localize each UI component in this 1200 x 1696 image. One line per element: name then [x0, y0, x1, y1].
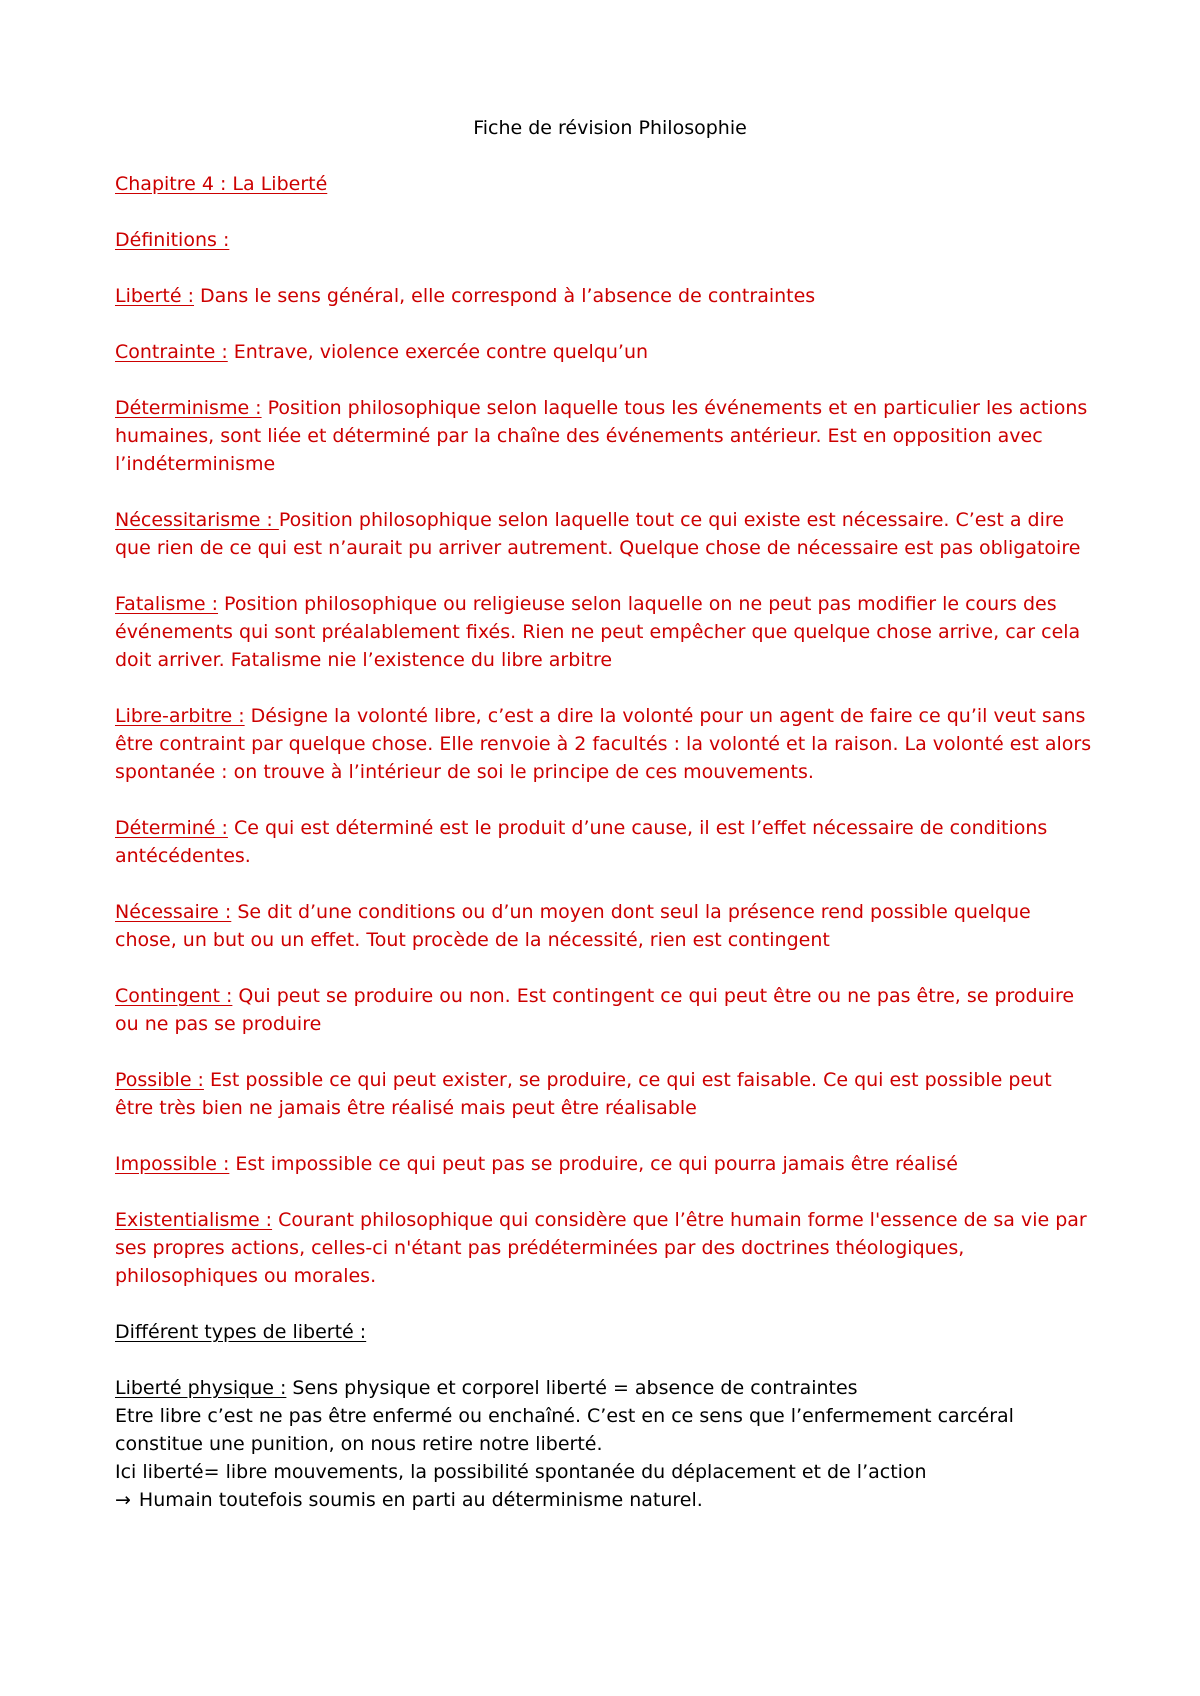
types-heading: [115, 1318, 1095, 1346]
right-arrow-icon: →: [115, 1489, 131, 1511]
definition-possible: [115, 1066, 1095, 1122]
definition-term: Existentialisme :: [115, 1209, 273, 1231]
definition-text: Est impossible ce qui peut pas se produire, ce qui pourra jamais être réalisé: [229, 1153, 958, 1175]
definition-term: Fatalisme :: [115, 593, 219, 615]
definition-term: Nécessaire :: [115, 901, 232, 923]
physical-liberty-line: Ici liberté= libre mouvements, la possibilité spontanée du déplacement et de l’action: [115, 1461, 927, 1483]
definition-libre-arbitre: [115, 702, 1095, 786]
definition-text: Se dit d’une conditions ou d’un moyen dont seul la présence rend possible quelque chose, un but ou un effet. Tout procède de la nécessité, rien est contingent: [115, 901, 1031, 951]
physical-liberty-conclusion: [115, 1486, 1095, 1514]
document-title: Fiche de révision Philosophie: [473, 117, 747, 139]
definition-term: Contrainte :: [115, 341, 228, 363]
definition-term: Liberté :: [115, 285, 195, 307]
definition-term: Impossible :: [115, 1153, 230, 1175]
definition-fatalisme: [115, 590, 1095, 674]
types-heading-text: Différent types de liberté :: [115, 1321, 367, 1343]
definition-necessaire: [115, 898, 1095, 954]
physical-liberty-line: Etre libre c’est ne pas être enfermé ou enchaîné. C’est en ce sens que l’enfermement carcéral constitue une punition, on nous retire notre liberté.: [115, 1405, 1014, 1455]
definition-contingent: [115, 982, 1095, 1038]
definition-text: Entrave, violence exercée contre quelqu’un: [227, 341, 649, 363]
definition-term: Possible :: [115, 1069, 204, 1091]
definition-text: Est possible ce qui peut exister, se produire, ce qui est faisable. Ce qui est possible peut être très bien ne jamais être réalisé mais peut être réalisable: [115, 1069, 1052, 1119]
definition-text: Courant philosophique qui considère que l’être humain forme l'essence de sa vie par ses propres actions, celles-ci n'étant pas prédéterminées par des doctrines théologiques, philosophiques ou morales.: [115, 1209, 1087, 1287]
definition-determinisme: [115, 394, 1095, 478]
definition-text: Position philosophique selon laquelle tout ce qui existe est nécessaire. C’est a dire que rien de ce qui est n’aurait pu arriver autrement. Quelque chose de nécessaire est pas obligatoire: [115, 509, 1081, 559]
definition-impossible: [115, 1150, 1095, 1178]
definition-existentialisme: [115, 1206, 1095, 1290]
physical-liberty-section: [115, 1374, 1095, 1514]
definition-term: Contingent :: [115, 985, 233, 1007]
physical-liberty-term: Liberté physique :: [115, 1377, 287, 1399]
physical-liberty-intro: [115, 1374, 1095, 1402]
definition-term: Déterminé :: [115, 817, 228, 839]
definition-term: Nécessitarisme :: [115, 509, 279, 531]
definition-term: Libre-arbitre :: [115, 705, 245, 727]
chapter-heading: Chapitre 4 : La Liberté: [115, 173, 328, 195]
definition-text: Désigne la volonté libre, c’est a dire la volonté pour un agent de faire ce qu’il veut sans être contraint par quelque chose. Elle renvoie à 2 facultés : la volonté et la raison. La volonté est alors spontanée : on trouve à l’intérieur de soi le principe de ces mouvements.: [115, 705, 1092, 783]
physical-liberty-first-line: Sens physique et corporel liberté = absence de contraintes: [286, 1377, 858, 1399]
definition-liberte: [115, 282, 1095, 310]
physical-liberty-conclusion-text: Humain toutefois soumis en parti au déterminisme naturel.: [138, 1489, 703, 1511]
definition-contrainte: [115, 338, 1095, 366]
definition-text: Position philosophique selon laquelle tous les événements et en particulier les actions humaines, sont liée et déterminé par la chaîne des événements antérieur. Est en opposition avec l’indéterminisme: [115, 397, 1088, 475]
definition-term: Déterminisme :: [115, 397, 262, 419]
definition-text: Qui peut se produire ou non. Est contingent ce qui peut être ou ne pas être, se produire ou ne pas se produire: [115, 985, 1075, 1035]
definition-text: Ce qui est déterminé est le produit d’une cause, il est l’effet nécessaire de conditions antécédentes.: [115, 817, 1048, 867]
definition-determine: [115, 814, 1095, 870]
document-page: [115, 114, 1095, 1514]
definitions-heading: [115, 226, 1095, 254]
definition-text: Dans le sens général, elle correspond à l’absence de contraintes: [194, 285, 816, 307]
definitions-heading-text: Définitions :: [115, 229, 230, 251]
definition-necessitarisme: [115, 506, 1095, 562]
definition-text: Position philosophique ou religieuse selon laquelle on ne peut pas modifier le cours des événements qui sont préalablement fixés. Rien ne peut empêcher que quelque chose arrive, car cela doit arriver. Fatalisme nie l’existence du libre arbitre: [115, 593, 1081, 671]
